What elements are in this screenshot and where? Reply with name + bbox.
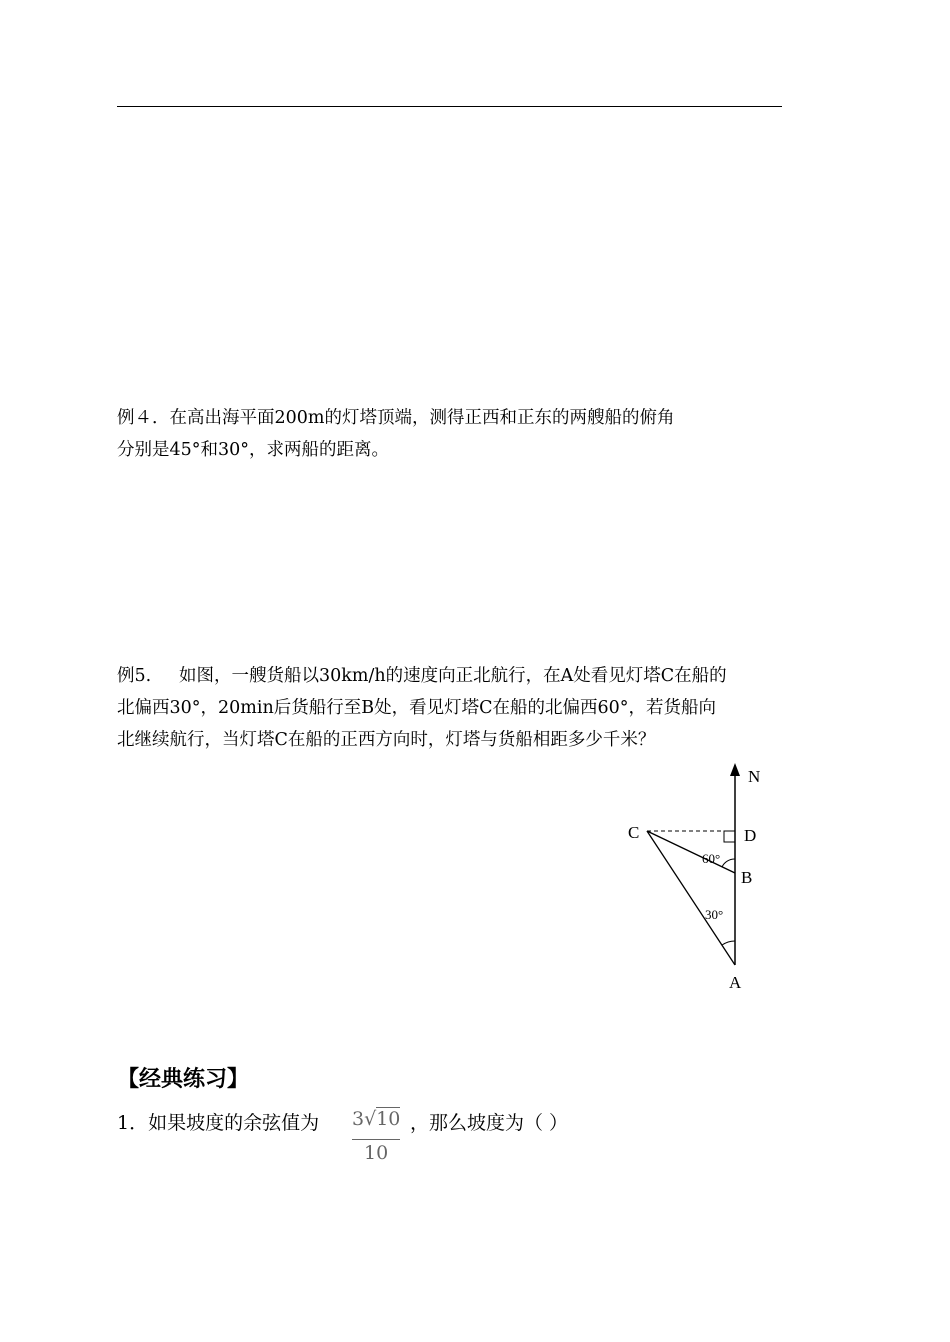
example-5: [117, 660, 727, 756]
question-1: [117, 1108, 319, 1135]
label-a: A: [729, 973, 742, 992]
question-1-suffix: ，那么坡度为（ ）: [410, 1112, 569, 1134]
example-4-line-2: 分别是45°和30°，求两船的距离。: [117, 440, 390, 460]
header-rule: [117, 106, 782, 107]
angle-label-a: 30°: [705, 907, 724, 922]
navigation-diagram: [610, 760, 810, 1000]
fraction-bar: [352, 1139, 400, 1140]
fraction-denominator: 10: [364, 1142, 389, 1164]
angle-label-b: 60°: [702, 851, 721, 866]
right-angle-marker: [724, 831, 735, 842]
fraction-numerator: [352, 1108, 400, 1130]
label-c: C: [628, 823, 640, 842]
example-4: [117, 402, 675, 466]
example-5-line-1: 例5. 如图，一艘货船以30km/h的速度向正北航行，在A处看见灯塔C在船的: [117, 666, 727, 686]
label-n: N: [748, 767, 761, 786]
question-1-prefix: 1．如果坡度的余弦值为: [117, 1112, 320, 1134]
north-arrowhead: [730, 763, 740, 776]
angle-arc-a: [722, 941, 735, 945]
example-4-line-1: 例４．在高出海平面200m的灯塔顶端，测得正西和正东的两艘船的俯角: [117, 408, 675, 428]
label-b: B: [741, 868, 753, 887]
label-d: D: [744, 826, 757, 845]
numerator-coefficient: 3: [352, 1108, 365, 1130]
angle-arc-b: [722, 859, 735, 867]
radicand: 10: [376, 1108, 401, 1130]
example-5-line-2: 北偏西30°，20min后货船行至B处，看见灯塔C在船的北偏西60°，若货船向: [117, 698, 717, 718]
line-ca: [647, 831, 735, 965]
practice-section-title: 【经典练习】: [117, 1067, 250, 1092]
example-5-line-3: 北继续航行，当灯塔C在船的正西方向时，灯塔与货船相距多少千米？: [117, 730, 656, 750]
radical-sign: √: [364, 1108, 377, 1130]
